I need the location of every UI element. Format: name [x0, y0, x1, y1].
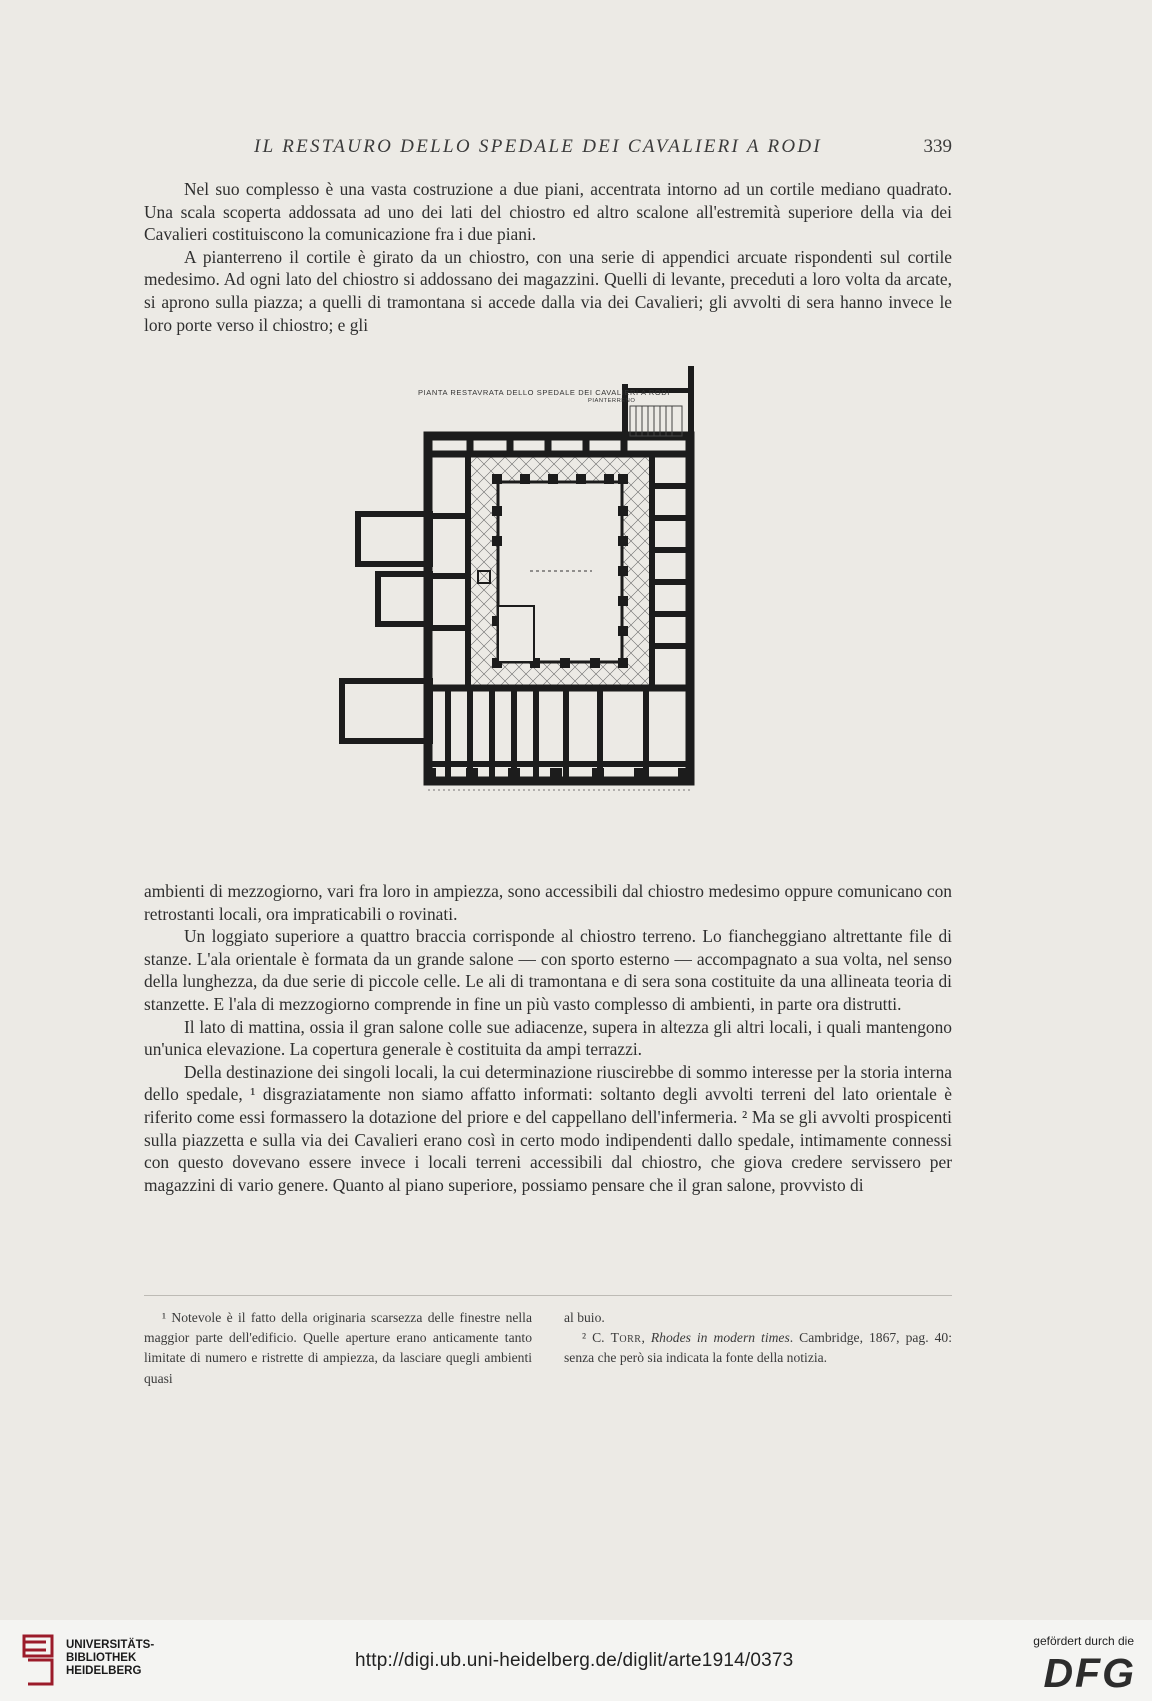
- paragraph: Nel suo complesso è una vasta costruzione a due piani, accentrata intorno ad un cortile mediano quadrato. Una scala scoperta addossata ad uno dei lati del chiostro ed altro scalone all'estremità superiore della via dei Cavalieri costituiscono la comunicazione fra i due piani.: [144, 179, 952, 245]
- funding-label: gefördert durch die: [1033, 1634, 1134, 1648]
- paragraph: Un loggiato superiore a quattro braccia corrisponde al chiostro terreno. Lo fiancheggiano altrettante file di stanze. L'ala orientale è formata da un grande salone — con sporto esterno — accompagnato a sua volta, nel senso della lunghezza, da due serie di piccole celle. Le ali di tramontana e di sera sona costituite da una allineata teoria di stanzette. E l'ala di mezzogiorno comprende in fine un più vasto complesso di ambienti, in parte ora distrutti.: [144, 926, 952, 1014]
- body-text-bottom: [144, 880, 952, 1196]
- footnote-column-left: [144, 1308, 532, 1389]
- library-name: [66, 1639, 154, 1678]
- footnote-1-continuation: al buio.: [564, 1310, 605, 1325]
- floor-plan-figure: [330, 366, 760, 856]
- running-title: IL RESTAURO DELLO SPEDALE DEI CAVALIERI A RODI: [254, 136, 823, 157]
- university-library-logo-icon: [18, 1630, 62, 1690]
- footnote-2-author: Torr: [610, 1330, 642, 1346]
- floor-plan-drawing: [330, 366, 760, 856]
- permalink-url[interactable]: http://digi.ub.uni-heidelberg.de/diglit/arte1914/0373: [355, 1650, 794, 1671]
- plan-subcaption: PIANTERRENO: [588, 398, 636, 404]
- page-number: 339: [923, 136, 952, 157]
- plan-caption: PIANTA RESTAVRATA DELLO SPEDALE DEI CAVALIERI A RODI: [418, 388, 670, 397]
- paragraph: ambienti di mezzogiorno, vari fra loro in ampiezza, sono accessibili dal chiostro medesimo oppure comunicano con retrostanti locali, ora impraticabili o rovinati.: [144, 881, 952, 924]
- library-name-line: UNIVERSITÄTS-: [66, 1639, 155, 1651]
- footnote-2-title: Rhodes in modern times: [650, 1330, 790, 1346]
- digitization-footer: [0, 1620, 1152, 1701]
- library-name-line: HEIDELBERG: [66, 1665, 142, 1677]
- paragraph: Della destinazione dei singoli locali, la cui determinazione riuscirebbe di sommo interesse per la storia interna dello spedale, ¹ disgraziatamente non siamo affatto informati: soltanto degli avvolti terreni del lato orientale è riferito come essi formassero la dotazione del priore e del cappellano dell'infermeria. ² Ma se gli avvolti prospicenti sulla piazzetta e sulla via dei Cavalieri erano così in certo modo indipendenti dallo spedale, intimamente connessi con questo dovevano essere invece i locali terreni accessibili dal chiostro, che giova credere servissero per magazzini di vario genere. Quanto al piano superiore, possiamo pensare che il gran salone, provvisto di: [144, 1061, 952, 1195]
- footnote-column-right: [564, 1308, 952, 1369]
- library-name-line: BIBLIOTHEK: [66, 1652, 137, 1664]
- footnote-2-marker: ² C.: [582, 1330, 605, 1346]
- body-text-top: [144, 178, 952, 336]
- page-header: [144, 136, 952, 162]
- dfg-logo: DFG: [1043, 1650, 1136, 1696]
- footnote-2-rest: . Cambridge, 1867, pag. 40: senza che però sia indicata la fonte della notizia.: [564, 1330, 952, 1366]
- footnote-divider: [144, 1295, 952, 1296]
- paragraph: Il lato di mattina, ossia il gran salone colle sue adiacenze, supera in altezza gli altri locali, i quali mantengono un'unica elevazione. La copertura generale è costituita da ampi terrazzi.: [144, 1016, 952, 1060]
- footnote-2: ² C. Torr, Rhodes in modern times. Cambridge, 1867, pag. 40: senza che però sia indicata la fonte della notizia.: [564, 1330, 952, 1366]
- footnote-1: ¹ Notevole è il fatto della originaria scarsezza delle finestre nella maggior parte dell'edificio. Quelle aperture erano anticamente tanto limitate di numero e ristrette di ampiezza, da lasciare quegli ambienti quasi: [144, 1310, 532, 1386]
- paragraph: A pianterreno il cortile è girato da un chiostro, con una serie di appendici arcuate rispondenti sul cortile medesimo. Ad ogni lato del chiostro si addossano dei magazzini. Quelli di levante, preceduti a loro volta da arcate, si aprono sulla piazza; a quelli di tramontana si accede dalla via dei Cavalieri; gli avvolti di sera hanno invece le loro porte verso il chiostro; e gli: [144, 246, 952, 335]
